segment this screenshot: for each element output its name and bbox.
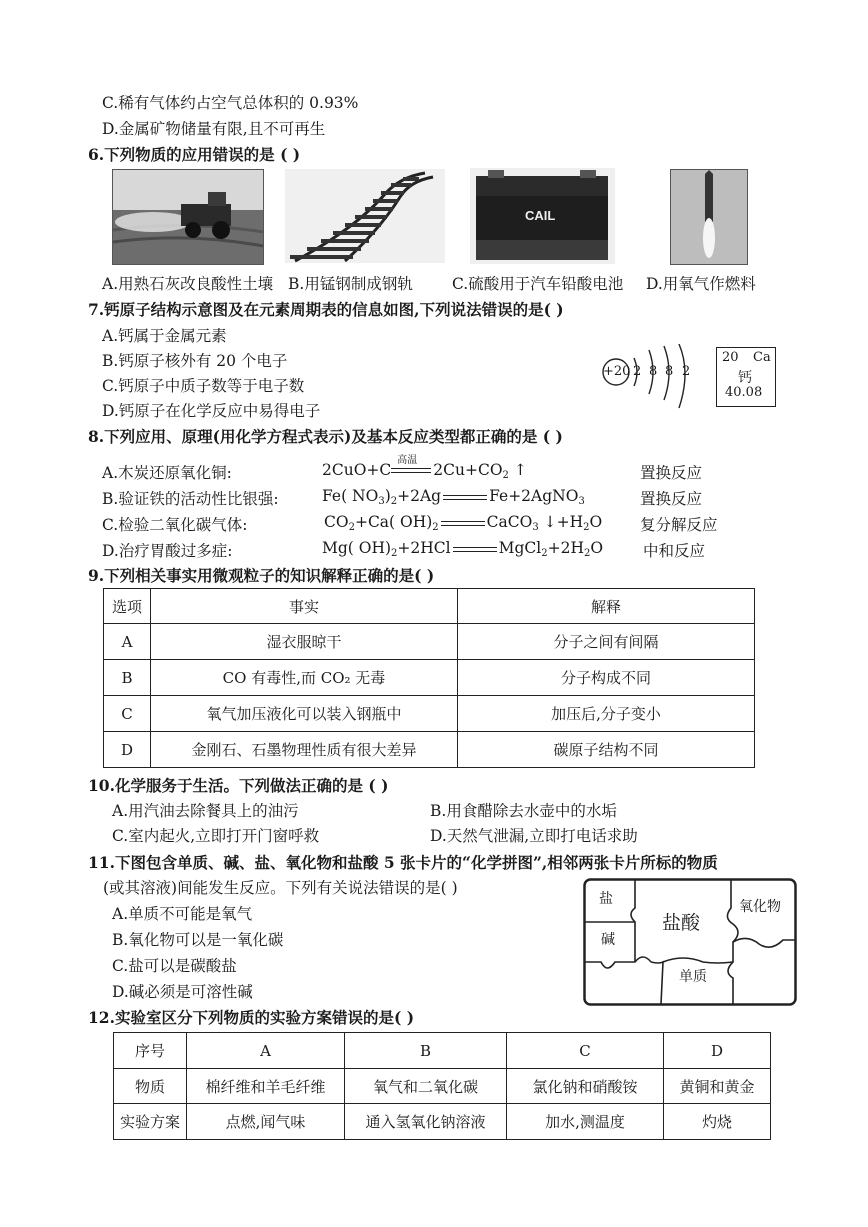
- q12-cell: 点燃,闻气味: [187, 1104, 345, 1140]
- shell-4-count: 2: [682, 364, 691, 379]
- q12-cell: 棉纤维和羊毛纤维: [187, 1069, 345, 1104]
- q9-cell: 金刚石、石墨物理性质有很大差异: [151, 732, 458, 768]
- farm-tractor-photo: [112, 169, 264, 265]
- puzzle-card-hydrochloric-acid: 盐酸: [662, 912, 701, 934]
- q9-cell: 碳原子结构不同: [458, 732, 755, 768]
- chemistry-puzzle-diagram: [583, 878, 797, 1006]
- condition-high-temp: 高温: [397, 455, 418, 466]
- q12-cell: 加水,测温度: [507, 1104, 664, 1140]
- q9-header-option: 选项: [104, 589, 151, 624]
- q7-option-c: C.钙原子中质子数等于电子数: [102, 377, 305, 395]
- q9-header-fact: 事实: [151, 589, 458, 624]
- q9-table: [103, 588, 755, 768]
- q11-stem-line2: (或其溶液)间能发生反应。下列有关说法错误的是( ): [103, 879, 458, 897]
- q9-cell: 氧气加压液化可以装入钢瓶中: [151, 696, 458, 732]
- q8-equation-a: 2CuO+C 高温 $2Cu+CO_2$ ↑: [322, 461, 527, 481]
- option-c-text: C.稀有气体约占空气总体积的 0.93%: [102, 94, 359, 112]
- q12-header-index: 序号: [114, 1033, 187, 1069]
- puzzle-card-oxide: 氧化物: [739, 899, 781, 915]
- q9-cell: 加压后,分子变小: [458, 696, 755, 732]
- q12-header-b: B: [345, 1033, 507, 1069]
- q11-stem-line1: 11.下图包含单质、碱、盐、氧化物和盐酸 5 张卡片的“化学拼图”,相邻两张卡片所标的物质: [88, 853, 718, 872]
- q11-option-a: A.单质不可能是氧气: [112, 905, 253, 923]
- battery-brand-label: CAIL: [525, 208, 556, 223]
- q6-option-b: B.用锰钢制成钢轨: [288, 275, 413, 293]
- element-symbol: Ca: [753, 350, 771, 365]
- q8-row-c-label: C.检验二氧化碳气体:: [102, 516, 248, 534]
- q7-option-a: A.钙属于金属元素: [102, 327, 227, 345]
- q10-stem: 10.化学服务于生活。下列做法正确的是 ( ): [88, 776, 389, 795]
- q12-cell: 氯化钠和硝酸铵: [507, 1069, 664, 1104]
- q8-stem: 8.下列应用、原理(用化学方程式表示)及基本反应类型都正确的是 ( ): [88, 427, 563, 446]
- q9-cell: CO 有毒性,而 CO₂ 无毒: [151, 660, 458, 696]
- q8-equation-d: Mg( $OH)_2+2HCl$ $MgCl_2+2H_2O$: [322, 539, 604, 559]
- q9-cell: 分子构成不同: [458, 660, 755, 696]
- q8-row-a-type: 置换反应: [640, 464, 703, 482]
- railway-track-photo: [285, 169, 445, 263]
- q9-cell: C: [104, 696, 151, 732]
- atom-nucleus-label: +20: [603, 364, 631, 379]
- q6-stem: 6.下列物质的应用错误的是 ( ): [88, 145, 301, 164]
- q9-stem: 9.下列相关事实用微观粒子的知识解释正确的是( ): [88, 566, 435, 585]
- q9-cell: B: [104, 660, 151, 696]
- table-row: [114, 1069, 771, 1104]
- q9-cell: 分子之间有间隔: [458, 624, 755, 660]
- q8-equation-b: Fe( $NO_3)_2+2Ag$ Fe+2AgNO$_3$: [322, 487, 585, 507]
- q10-option-b: B.用食醋除去水壶中的水垢: [430, 802, 617, 820]
- shell-2-count: 8: [649, 364, 658, 379]
- q12-header-d: D: [664, 1033, 771, 1069]
- table-row: [114, 1104, 771, 1140]
- q6-option-d: D.用氧气作燃料: [646, 275, 756, 293]
- table-row: [104, 696, 755, 732]
- q12-header-a: A: [187, 1033, 345, 1069]
- puzzle-card-element: 单质: [679, 969, 707, 985]
- q7-option-d: D.钙原子在化学反应中易得电子: [102, 402, 321, 420]
- q10-option-d: D.天然气泄漏,立即打电话求助: [430, 827, 638, 845]
- q11-option-d: D.碱必须是可溶性碱: [112, 983, 253, 1001]
- q8-row-c-type: 复分解反应: [640, 516, 718, 534]
- q12-header-c: C: [507, 1033, 664, 1069]
- q8-row-b-label: B.验证铁的活动性比银强:: [102, 490, 279, 508]
- q8-row-b-type: 置换反应: [640, 490, 703, 508]
- puzzle-card-salt: 盐: [599, 891, 613, 907]
- puzzle-card-base: 碱: [601, 932, 615, 948]
- element-name: 钙: [738, 370, 752, 386]
- q6-option-a: A.用熟石灰改良酸性土壤: [102, 275, 274, 293]
- car-battery-photo: [470, 168, 615, 264]
- q12-cell: 黄铜和黄金: [664, 1069, 771, 1104]
- q9-header-explanation: 解释: [458, 589, 755, 624]
- table-row: [104, 624, 755, 660]
- q8-row-a-label: A.木炭还原氧化铜:: [102, 464, 232, 482]
- q9-cell: A: [104, 624, 151, 660]
- option-d-text: D.金属矿物储量有限,且不可再生: [102, 120, 326, 138]
- q9-cell: 湿衣服晾干: [151, 624, 458, 660]
- q12-cell: 物质: [114, 1069, 187, 1104]
- q12-stem: 12.实验室区分下列物质的实验方案错误的是( ): [88, 1008, 415, 1027]
- table-row: [104, 732, 755, 768]
- rocket-launch-photo: [670, 169, 748, 265]
- q10-option-a: A.用汽油去除餐具上的油污: [112, 802, 299, 820]
- shell-3-count: 8: [665, 364, 674, 379]
- atomic-mass: 40.08: [725, 385, 763, 400]
- q8-row-d-label: D.治疗胃酸过多症:: [102, 542, 233, 560]
- q11-option-b: B.氧化物可以是一氧化碳: [112, 931, 284, 949]
- shell-1-count: 2: [633, 364, 642, 379]
- atomic-number: 20: [722, 350, 739, 365]
- q8-equation-c: $CO_2+Ca$( $OH)_2$ CaCO$_3$ $↓+H_2O$: [324, 513, 603, 533]
- q8-row-d-type: 中和反应: [643, 542, 706, 560]
- q7-option-b: B.钙原子核外有 20 个电子: [102, 352, 288, 370]
- q12-cell: 通入氢氧化钠溶液: [345, 1104, 507, 1140]
- element-cell: [716, 347, 776, 407]
- q6-option-c: C.硫酸用于汽车铅酸电池: [452, 275, 624, 293]
- q12-cell: 实验方案: [114, 1104, 187, 1140]
- q12-cell: 氧气和二氧化碳: [345, 1069, 507, 1104]
- q9-cell: D: [104, 732, 151, 768]
- q12-cell: 灼烧: [664, 1104, 771, 1140]
- q7-stem: 7.钙原子结构示意图及在元素周期表的信息如图,下列说法错误的是( ): [88, 300, 564, 319]
- table-row: [104, 660, 755, 696]
- q12-table: [113, 1032, 771, 1140]
- precipitate-arrow: ↓: [543, 513, 557, 531]
- gas-up-arrow: ↑: [513, 461, 527, 479]
- calcium-atom-diagram: [598, 344, 698, 416]
- q11-option-c: C.盐可以是碳酸盐: [112, 957, 237, 975]
- q10-option-c: C.室内起火,立即打开门窗呼救: [112, 827, 320, 845]
